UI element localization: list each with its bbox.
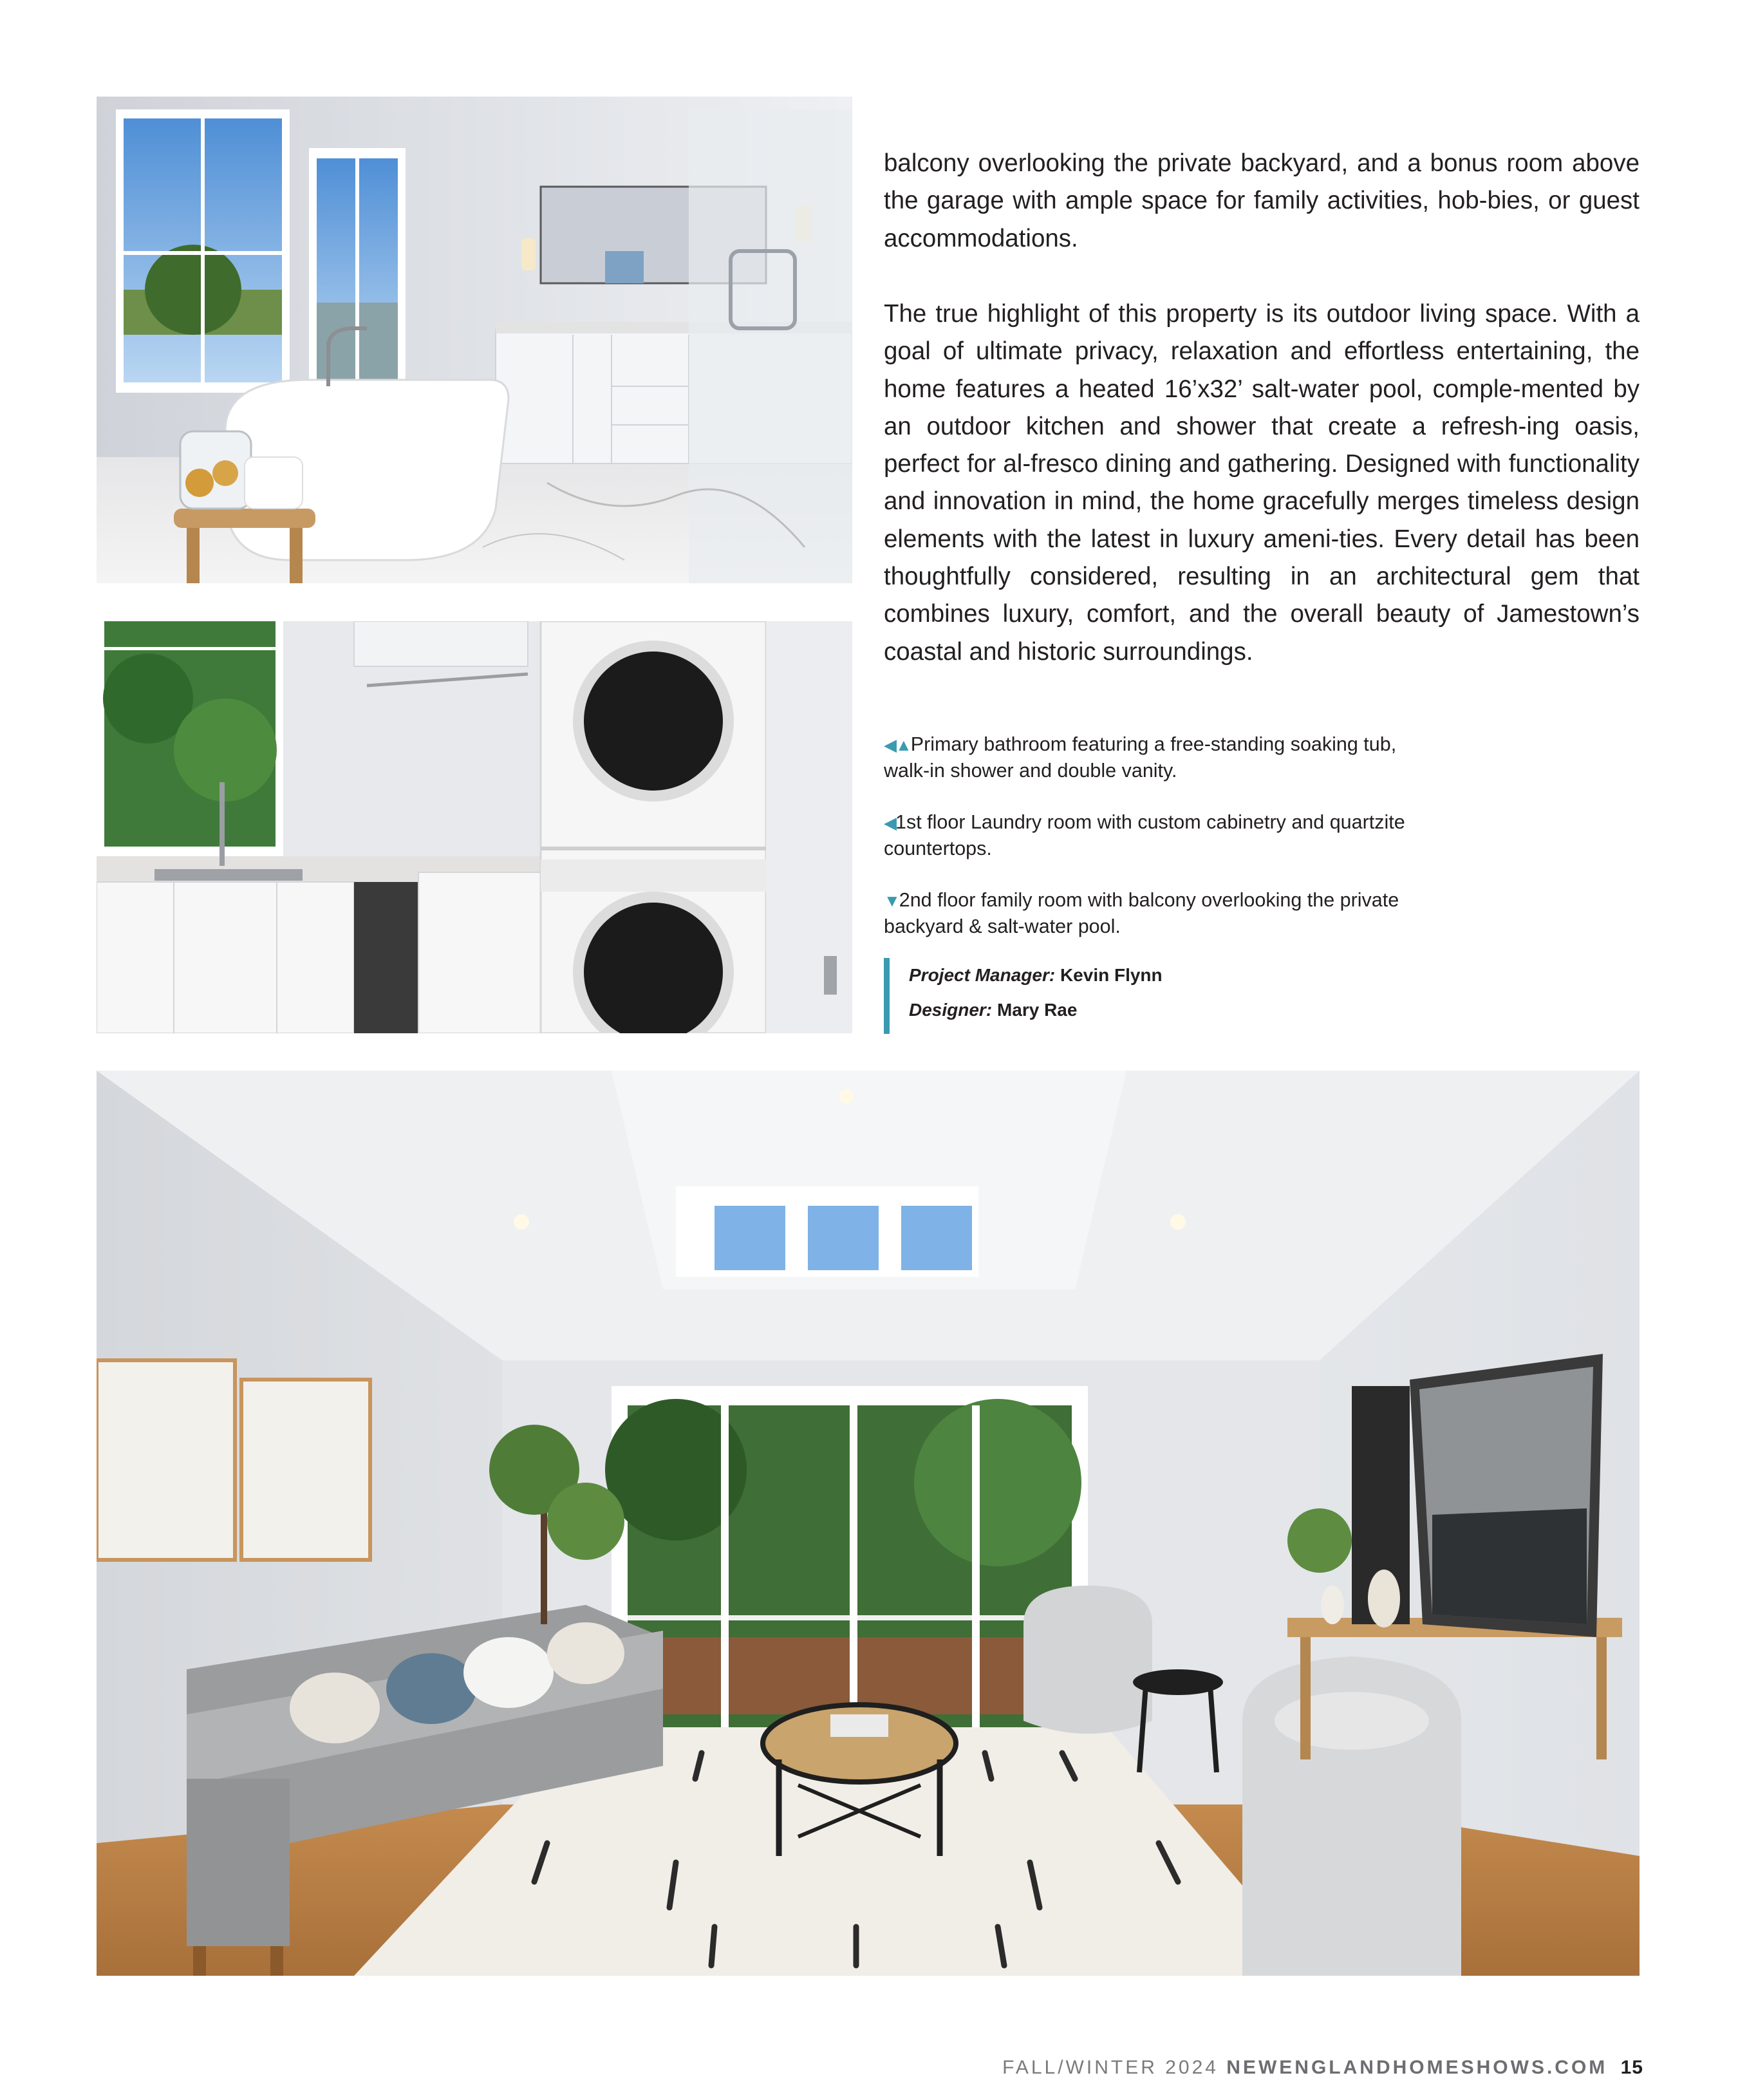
article-paragraph-text: The true highlight of this property is its outdoor living space. With a goal of ultimate privacy, relaxation and effortless entertaining, the home features a heated 16’x32’ salt-water pool, comple-mented by an outdoor kitchen and shower that create a refresh-ing oasis, perfect for al-fresco dining and gathering. Designed with functionality and innovation in mind, the home gracefully merges timeless design elements with the latest in luxury ameni-ties. Every detail has been thoughtfully considered, resulting in an architectural gem that combines luxury, comfort, and the overall beauty of Jamestown’s coastal and historic surroundings.: [884, 300, 1640, 666]
credit-designer: [909, 993, 1163, 1027]
caption-text: Primary bathroom featuring a free-standing soaking tub, walk-in shower and double vanity.: [884, 733, 1397, 782]
family-room-photo-illustration: [97, 1071, 1640, 1976]
article-paragraph-text: balcony overlooking the private backyard, and a bonus room above the garage with ample space for family activities, hob-bies, or guest accommodations.: [884, 149, 1640, 252]
project-credits: [884, 958, 1163, 1034]
caption-family-room: [884, 887, 1412, 939]
credit-name: Kevin Flynn: [1060, 965, 1163, 985]
credit-name: Mary Rae: [996, 1000, 1078, 1020]
photo-captions: [884, 731, 1412, 965]
caption-arrow-icon: ◀▲: [884, 735, 911, 755]
website-label: NEWENGLANDHOMESHOWS.COM: [1226, 2057, 1608, 2078]
issue-label: FALL/WINTER 2024: [1002, 2057, 1219, 2078]
caption-text: 2nd floor family room with balcony overlooking the private backyard & salt-water pool.: [884, 889, 1399, 937]
page-number: 15: [1620, 2057, 1643, 2078]
laundry-photo-illustration: [97, 621, 852, 1033]
caption-arrow-icon: ▼: [884, 891, 899, 910]
credit-role: Project Manager:: [909, 965, 1056, 985]
bathroom-photo-illustration: [97, 97, 852, 583]
caption-text: 1st floor Laundry room with custom cabinetry and quartzite countertops.: [884, 811, 1405, 859]
article-paragraph: [884, 295, 1640, 671]
caption-bathroom: [884, 731, 1412, 783]
credit-role: Designer:: [909, 1000, 993, 1020]
credit-project-manager: [909, 958, 1163, 993]
caption-laundry: [884, 809, 1412, 861]
laundry-room-photo: [97, 621, 852, 1033]
caption-arrow-icon: ◀: [884, 813, 895, 832]
article-paragraph: [884, 145, 1640, 258]
family-room-photo: [97, 1071, 1640, 1976]
bathroom-photo: [97, 97, 852, 583]
page-footer: [1002, 2057, 1643, 2079]
